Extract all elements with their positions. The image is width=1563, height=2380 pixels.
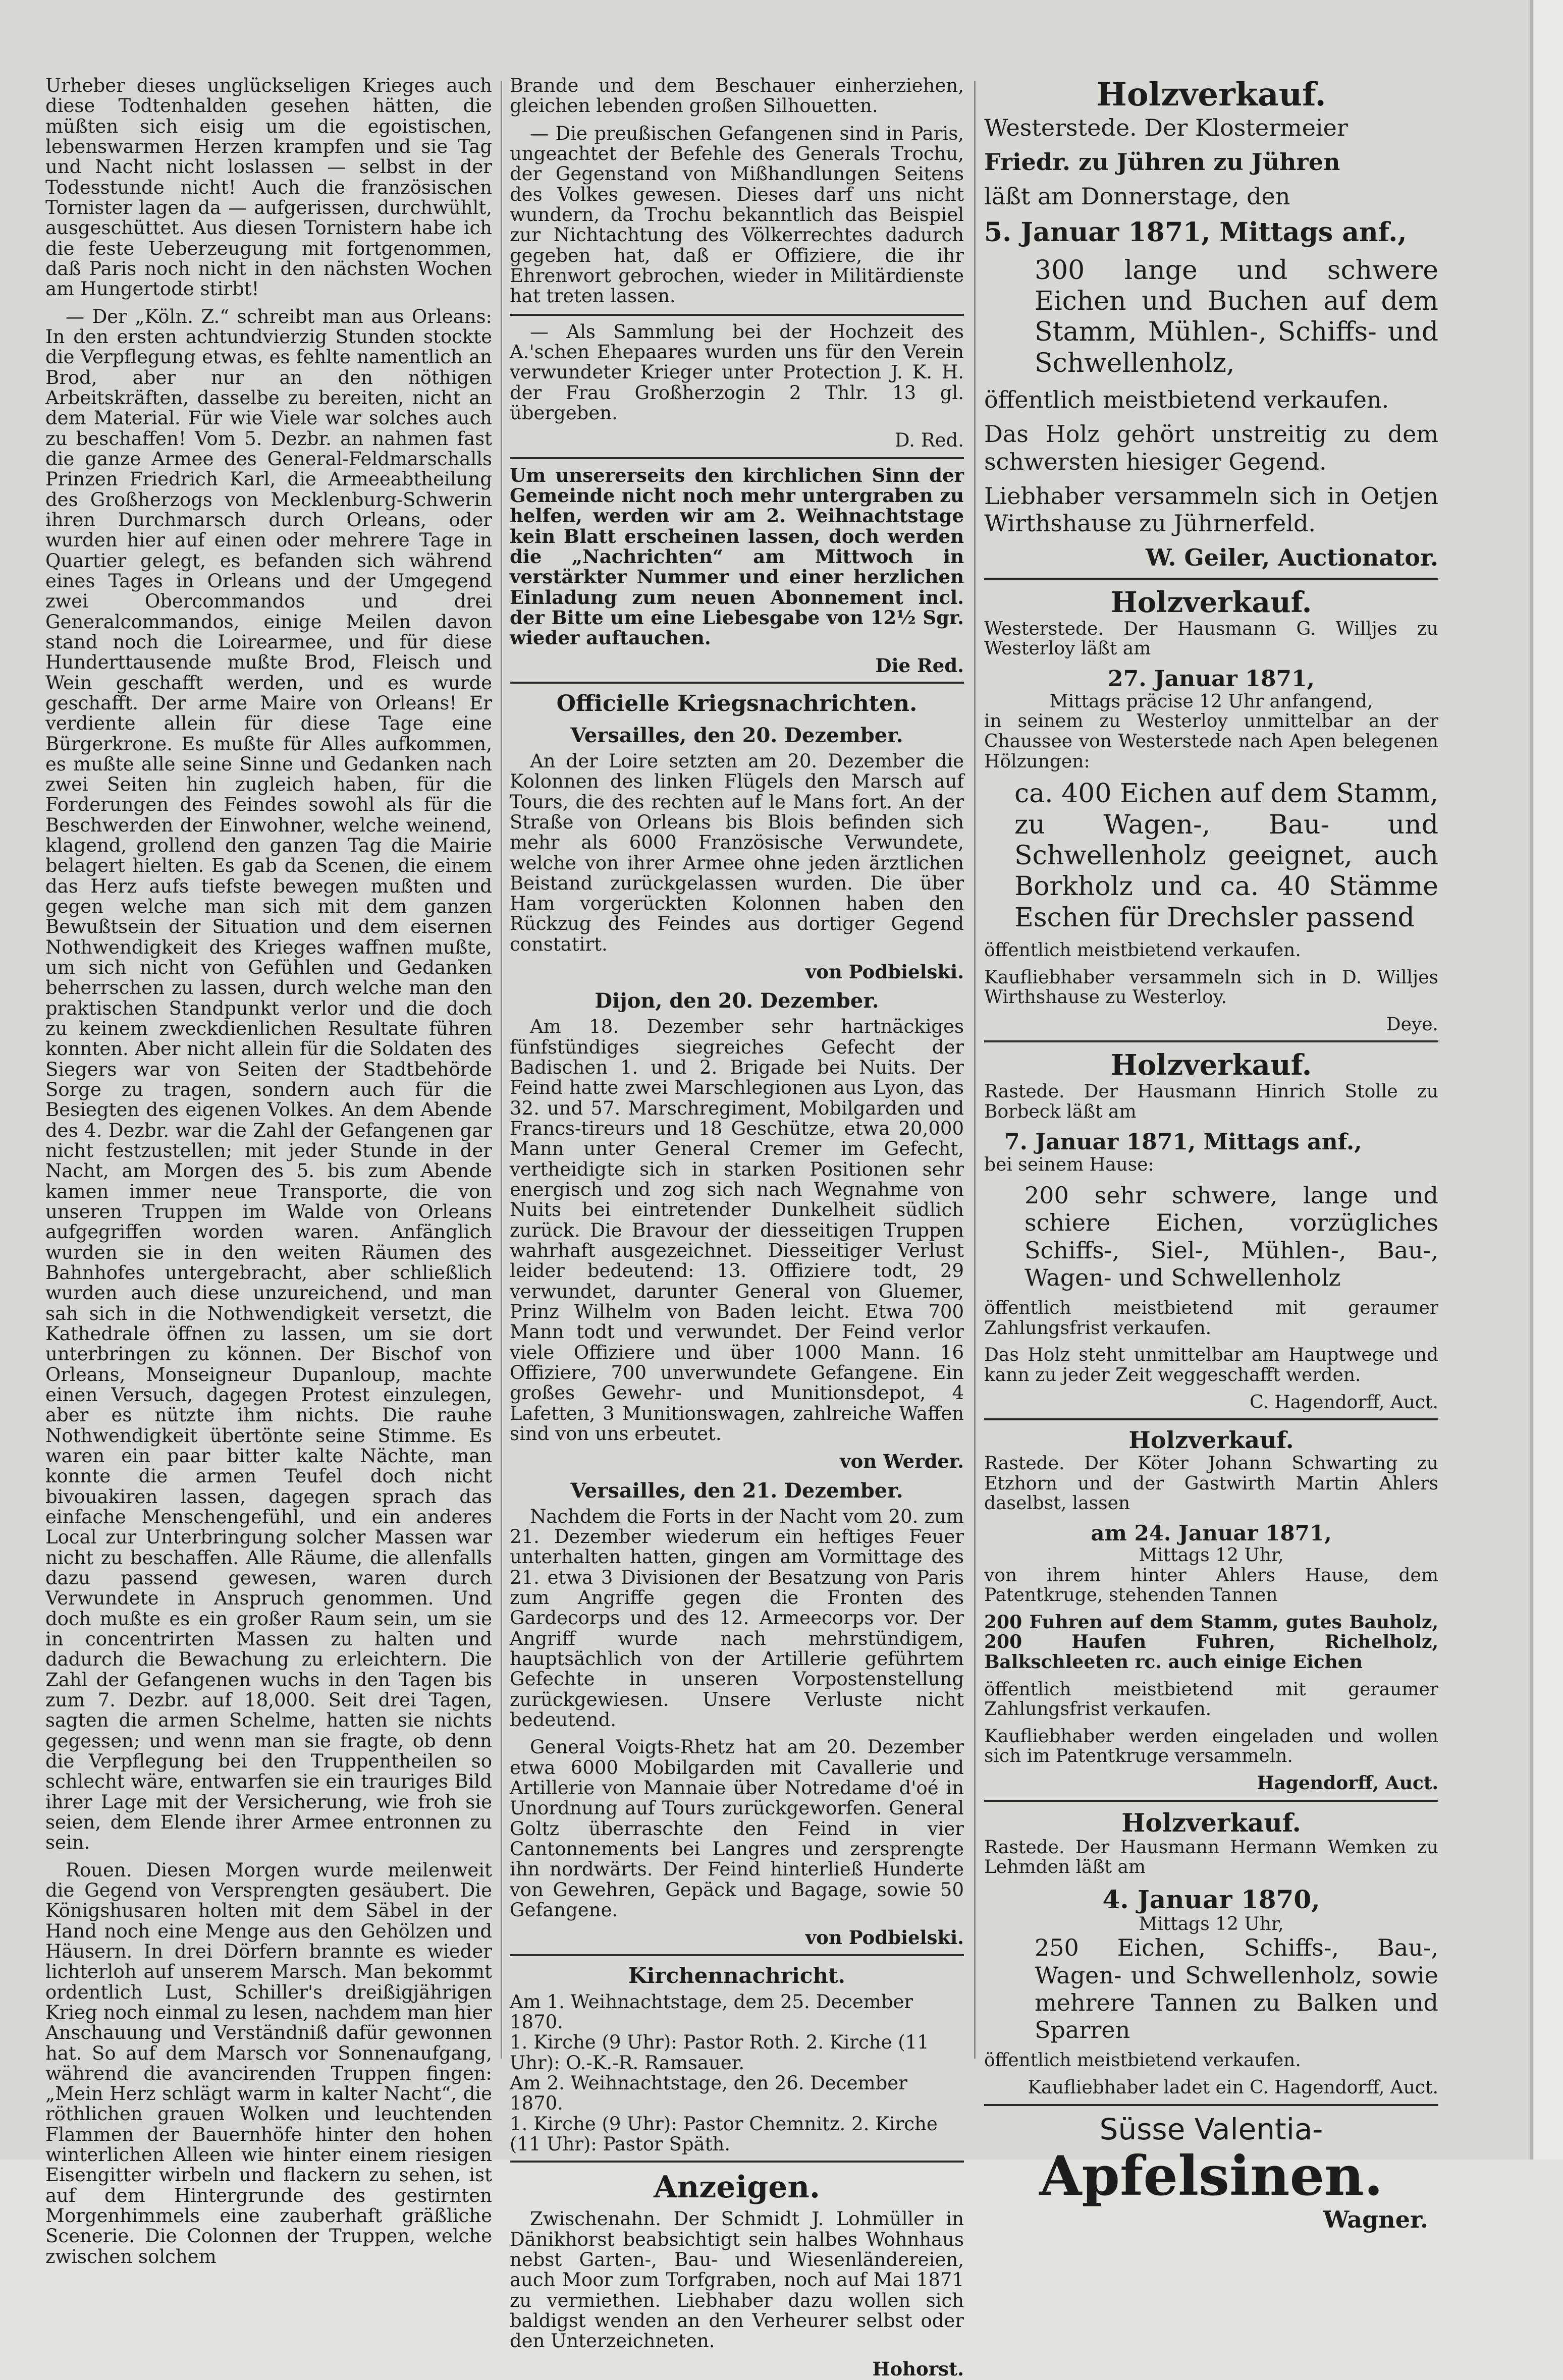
- divider: [984, 1800, 1438, 1802]
- signature: von Werder.: [840, 1450, 964, 1473]
- signature: Hohorst.: [872, 2357, 964, 2380]
- ad-line: Rastede. Der Hausmann Hermann Wemken zu Lehmden läßt am: [984, 1837, 1438, 1878]
- signature: Kaufliebhaber ladet ein C. Hagendorff, Auct.: [1028, 2077, 1438, 2098]
- divider: [510, 457, 964, 459]
- paragraph: Nachdem die Forts in der Nacht vom 20. zum 21. Dezember wiederum ein heftiges Feuer unterhalten hatten, gingen am Vormittage des 21. etwa 3 Divisionen der Besatzung von Paris zum Angriffe gegen die Fronten des Gardecorps und des 12. Armeecorps vor. Der Angriff wurde nach mehrstündigem, hauptsächlich von der Artillerie geführtem Gefechte in unseren Vorpostenstellung zurückgewiesen. Unsere Verluste nicht bedeutend.: [510, 1505, 964, 1731]
- divider: [510, 682, 964, 684]
- ad-line: Liebhaber versammeln sich in Oetjen Wirthshause zu Jührnerfeld.: [984, 482, 1438, 537]
- ad-line: Rastede. Der Hausmann Hinrich Stolle zu Borbeck läßt am: [984, 1081, 1438, 1123]
- paragraph: Am 18. Dezember sehr hartnäckiges fünfstündiges siegreiches Gefecht der Badischen 1. und 2. Brigade bei Nuits. Der Feind hatte zwei Marschlegionen aus Lyon, das 32. und 57. Marschregiment, Mobilgarden und Francs-tireurs und 18 Geschütze, etwa 20,000 Mann unter General Cremer im Gefecht, vertheidigte sich in starken Positionen sehr energisch und zog sich nach Wegnahme von Nuits bei eintretender Dunkelheit südlich zurück. Die Bravour der diesseitigen Truppen wahrhaft ausgezeichnet. Diesseitiger Verlust leider bedeutend: 13. Offiziere todt, 29 verwundet, darunter General von Gluemer, Prinz Wilhelm von Baden leicht. Etwa 700 Mann todt und verwundet. Der Feind verlor viele Offiziere und über 1000 Mann. 16 Offiziere, 700 unverwundete Gefangene. Ein großes Gewehr- und Munitionsdepot, 4 Lafetten, 3 Munitionswagen, zahlreiche Waffen sind von uns erbeutet.: [510, 1016, 964, 1445]
- ad-date: 4. Januar 1870,: [1102, 1884, 1320, 1914]
- column-3: [984, 76, 1438, 2234]
- ad-line: Das Holz steht unmittelbar am Hauptwege und kann zu jeder Zeit weggeschafft werden.: [984, 1345, 1438, 1386]
- divider: [984, 1418, 1438, 1420]
- church-line: Am 2. Weihnachtstage, den 26. December 1870.: [510, 2072, 907, 2115]
- column-divider: [974, 81, 976, 2059]
- paragraph: An der Loire setzten am 20. Dezember die Kolonnen des linken Flügels den Marsch auf Tours, die des rechten auf le Mans fort. An der Straße von Orleans bis Blois befinden sich mehr als 6000 Französische Verwundete, welche von ihrer Armee ohne jeden ärztlichen Beistand zurückgelassen wurden. Die über Ham vorgerückten Kolonnen haben den Rückzug des Feindes aus dortiger Gegend constatirt.: [510, 750, 964, 955]
- paragraph: Urheber dieses unglückseligen Krieges auch diese Todtenhalden gesehen hätten, die müßten sich eisig um die egoistischen, lebenswarmen Herzen krampfen und sie Tag und Nacht nicht loslassen — selbst in der Todesstunde nicht! Auch die französischen Tornister lagen da — aufgerissen, durchwühlt, ausgeschüttet. Aus diesen Tornistern habe ich die feste Ueberzeugung mit fortgenommen, daß Paris noch nicht in den nächsten Wochen am Hungertode stirbt!: [45, 75, 492, 300]
- ad-heading: Holzverkauf.: [1121, 1807, 1301, 1838]
- right-page-edge: [1530, 0, 1563, 2160]
- ad-heading: Holzverkauf.: [1110, 1048, 1312, 1082]
- ad-date: 27. Januar 1871,: [1108, 666, 1315, 692]
- paragraph: Rouen. Diesen Morgen wurde meilenweit die Gegend von Versprengten gesäubert. Die Königshusaren holten mit dem Säbel in der Hand noch eine Menge aus den Gehölzen und Häusern. In drei Dörfern brannte es wieder lichterloh auf unserem Marsch. Man bekommt ordentlich Lust, Schiller's dreißigjährigen Krieg noch einmal zu lesen, nachdem man hier Anschauung und Verständniß dafür gewonnen hat. So auf dem Marsch vor Sonnenaufgang, während die avancirenden Truppen fingen: „Mein Herz schlägt warm in kalter Nacht“, die röthlichen grauen Wolken und leuchtenden Flammen der Bauernhöfe hinter den hohen winterlichen Alleen wie hinter einem riesigen Eisengitter wirbeln und flackern zu sehen, ist auf dem Hintergrunde des gestirnten Morgenhimmels eine zauberhaft gräßliche Scenerie. Die Colonnen der Truppen, welche zwischen solchem: [45, 1859, 492, 2267]
- ad-heading: Holzverkauf.: [1096, 76, 1326, 114]
- church-line: 1. Kirche (9 Uhr): Pastor Chemnitz. 2. Kirche (11 Uhr): Pastor Späth.: [510, 2113, 938, 2155]
- paragraph: Zwischenahn. Der Schmidt J. Lohmüller in Dänikhorst beabsichtigt sein halbes Wohnhaus nebst Garten-, Bau- und Wiesenländereien, auch Moor zum Torfgraben, noch auf Mai 1871 zu vermiethen. Liebhaber dazu wollen sich baldigst wenden an den Verheurer selbst oder den Unterzeichneten.: [510, 2208, 964, 2352]
- ad-date: am 24. Januar 1871,: [1091, 1521, 1332, 1546]
- ad-line: Friedr. zu Jühren zu Jühren: [984, 148, 1340, 176]
- ad-line: Kaufliebhaber werden eingeladen und wollen sich im Patentkruge versammeln.: [984, 1726, 1438, 1767]
- ad-heading: Holzverkauf.: [1128, 1426, 1294, 1454]
- dateline: Versailles, den 20. Dezember.: [570, 723, 903, 747]
- section-heading: Kirchennachricht.: [628, 1963, 846, 1988]
- ad-date: 7. Januar 1871, Mittags anf.,: [1004, 1129, 1362, 1155]
- ad-line: Rastede. Der Köter Johann Schwarting zu Etzhorn und der Gastwirth Martin Ahlers daselbst, lassen: [984, 1453, 1438, 1514]
- divider: [984, 578, 1438, 580]
- ad-heading: Apfelsinen.: [1039, 2144, 1383, 2208]
- signature: C. Hagendorff, Auct.: [1250, 1392, 1438, 1413]
- ad-line: bei seinem Hause:: [984, 1154, 1154, 1175]
- ad-line: öffentlich meistbietend verkaufen.: [984, 2050, 1301, 2071]
- ad-line: von ihrem hinter Ahlers Hause, dem Patentkruge, stehenden Tannen: [984, 1565, 1438, 1606]
- ad-line: in seinem zu Westerloy unmittelbar an der Chaussee von Westerstede nach Apen belegenen Hölzungen:: [984, 711, 1438, 772]
- column-1: [45, 75, 492, 2267]
- paragraph: — Als Sammlung bei der Hochzeit des A.'schen Ehepaares wurden uns für den Verein verwundeter Krieger unter Protection J. K. H. der Frau Großherzogin 2 Thlr. 13 gl. übergeben.: [510, 320, 964, 424]
- paragraph: General Voigts-Rhetz hat am 20. Dezember etwa 6000 Mobilgarden mit Cavallerie und Artillerie von Mannaie über Notredame d'oé in Unordnung auf Tours zurückgeworfen. General Goltz überraschte den Feind in vier Cantonnements bei Langres und zersprengte ihn nordwärts. Der Feind hinterließ Hunderte von Gewehren, Gepäck und Bagage, sowie 50 Gefangene.: [510, 1736, 964, 1921]
- ad-heading: Holzverkauf.: [1110, 585, 1312, 619]
- ad-line: Mittags präcise 12 Uhr anfangend,: [1049, 691, 1373, 712]
- paragraph: — Der „Köln. Z.“ schreibt man aus Orleans: In den ersten achtundvierzig Stunden stockte die Verpflegung etwas, es fehlte namentlich an Brod, aber nur an den nöthigen Arbeitskräften, dasselbe zu bereiten, nicht an dem Material. Für wie Viele war solches auch zu beschaffen! Vom 5. Dezbr. an nahmen fast die ganze Armee des General-Feldmarschalls Prinzen Friedrich Karl, die Armeeabtheilung des Großherzogs von Mecklenburg-Schwerin ihren Durchmarsch durch Orleans, oder wurden hier auf einen oder mehrere Tage in Quartier gelegt, es befanden sich während eines Tages in Orleans und der Umgegend zwei Obercommandos und drei Generalcommandos, einige Meilen davon stand noch die Loirearmee, und für diese Hunderttausende mußte Brod, Fleisch und Wein geschafft werden, und es wurde geschafft. Der arme Maire von Orleans! Er verdiente allein für diese Tage eine Bürgerkrone. Es mußte für Alles aufkommen, es mußte alle seine Sinne und Gedanken nach zwei Seiten hin zugleich haben, für die Forderungen des Feindes sowohl als für die Beschwerden der Einwohner, welche weinend, klagend, grollend den ganzen Tag die Mairie belagert hielten. Es gab da Scenen, die einem das Herz aufs tiefste bewegen mußten und gegen welche man sich mit dem ganzen Bewußtsein der Situation und dem eisernen Nothwendigkeit des Krieges waffnen mußte, um sich nicht von Gefühlen und Gedanken beherrschen zu lassen, durch welche man den praktischen Standpunkt verlor und die doch zu keinem zweckdienlichen Resultate führen konnten. Aber nicht allein für die Soldaten des Siegers war von Seiten der Stadtbehörde Sorge zu tragen, sondern auch für die Besiegten des eigenen Volkes. An dem Abende des 4. Dezbr. war die Zahl der Gefangenen gar nicht festzustellen; mit jeder Stunde in der Nacht, am Morgen des 5. bis zum Abende kamen immer neue Transporte, die von unseren Truppen im Walde von Orleans aufgegriffen worden waren. Anfänglich wurden sie in den weiten Räumen des Bahnhofes untergebracht, aber schließlich wurden auch diese unzureichend, und man sah sich in die Nothwendigkeit versetzt, die Kathedrale öffnen zu lassen, um sie dort unterbringen zu können. Der Bischof von Orleans, Monseigneur Dupanloup, machte einen Versuch, dagegen Protest einzulegen, aber es nützte ihm nichts. Die rauhe Nothwendigkeit übertönte seine Stimme. Es waren ein paar bitter kalte Nächte, man konnte die armen Teufel doch nicht bivouakiren lassen, dagegen sprach das einfache Menschengefühl, und ein anderes Local zur Unterbringung solcher Massen war nicht zu beschaffen. Alle Räume, die allenfalls dazu passend gewesen, waren durch Verwundete in Anspruch genommen. Und doch mußte es ein großer Raum sein, um sie in concentrirten Massen zu halten und dadurch die Bewachung zu erleichtern. Die Zahl der Gefangenen wuchs in den Tagen bis zum 7. Dezbr. auf 18,000. Seit drei Tagen, sagten die armen Schelme, hatten sie nichts gegessen; und wenn man sie fragte, ob denn die Verpflegung bei den Truppentheilen so schlecht wäre, entwarfen sie ein trauriges Bild ihrer Lage mit der Versicherung, wie froh sie seien, dem Elende ihrer Armee entronnen zu sein.: [45, 305, 492, 1854]
- divider: [984, 1040, 1438, 1042]
- ad-line: öffentlich meistbietend mit geraumer Zahlungsfrist verkaufen.: [984, 1298, 1438, 1339]
- signature: Die Red.: [875, 654, 964, 677]
- signature: Hagendorff, Auct.: [1257, 1772, 1438, 1794]
- divider: [510, 2161, 964, 2163]
- signature: Deye.: [1386, 1014, 1438, 1035]
- dateline: Dijon, den 20. Dezember.: [595, 989, 879, 1013]
- ad-line: öffentlich meistbietend mit geraumer Zahlungsfrist verkaufen.: [984, 1679, 1438, 1720]
- ad-line: läßt am Donnerstage, den: [984, 183, 1290, 210]
- column-2: [510, 75, 964, 2380]
- section-heading: Anzeigen.: [654, 2170, 820, 2205]
- ad-line: Süsse Valentia-: [1099, 2112, 1323, 2146]
- signature: W. Geiler, Auctionator.: [1146, 544, 1438, 572]
- ad-line: 250 Eichen, Schiffs-, Bau-, Wagen- und Schwellenholz, sowie mehrere Tannen zu Balken und Sparren: [1035, 1934, 1438, 2044]
- church-line: 1. Kirche (9 Uhr): Pastor Roth. 2. Kirche (11 Uhr): O.-K.-R. Ramsauer.: [510, 2031, 929, 2074]
- paragraph: — Die preußischen Gefangenen sind in Paris, ungeachtet der Befehle des Generals Trochu, der Gegenstand von Mißhandlungen Seitens des Volkes gewesen. Dieses darf uns nicht wundern, da Trochu bekanntlich das Beispiel zur Nichtachtung des Völkerrechtes dadurch gegeben hat, daß er Offiziere, die ihr Ehrenwort gebrochen, wieder in Militärdienste hat treten lassen.: [510, 122, 964, 307]
- dateline: Versailles, den 21. Dezember.: [570, 1478, 903, 1503]
- church-line: Am 1. Weihnachtstage, dem 25. December 1870.: [510, 1990, 913, 2033]
- ad-line: Westerstede. Der Klostermeier: [984, 114, 1348, 141]
- ad-line: Kaufliebhaber versammeln sich in D. Willjes Wirthshause zu Westerloy.: [984, 967, 1438, 1008]
- ad-line: ca. 400 Eichen auf dem Stamm, zu Wagen-, Bau- und Schwellenholz geeignet, auch Borkholz und ca. 40 Stämme Eschen für Drechsler passend: [1014, 779, 1438, 933]
- paragraph: Brande und dem Beschauer einherziehen, gleichen lebenden großen Silhouetten.: [510, 75, 964, 117]
- notice: Um unsererseits den kirchlichen Sinn der Gemeinde nicht noch mehr untergraben zu helfen, werden wir am 2. Weihnachtstage kein Blatt erscheinen lassen, doch werden die „Nachrichten“ am Mittwoch in verstärkter Nummer und einer herzlichen Einladung zum neuen Abonnement incl. der Bitte um eine Liebesgabe von 12½ Sgr. wieder auftauchen.: [510, 464, 964, 649]
- signature: von Podbielski.: [805, 1926, 964, 1949]
- column-divider: [501, 81, 502, 2059]
- ad-line: Westerstede. Der Hausmann G. Willjes zu Westerloy läßt am: [984, 618, 1438, 659]
- signature: D. Red.: [894, 429, 964, 452]
- section-heading: Officielle Kriegsnachrichten.: [556, 690, 918, 716]
- ad-line: Das Holz gehört unstreitig zu dem schwersten hiesiger Gegend.: [984, 420, 1438, 475]
- divider: [984, 2104, 1438, 2106]
- ad-line: öffentlich meistbietend verkaufen.: [984, 940, 1301, 961]
- signature: von Podbielski.: [805, 961, 964, 983]
- signature: Wagner.: [1323, 2206, 1428, 2234]
- divider: [510, 314, 964, 316]
- ad-line: Mittags 12 Uhr,: [1139, 1545, 1284, 1566]
- divider: [510, 1954, 964, 1956]
- ad-line: öffentlich meistbietend verkaufen.: [984, 386, 1389, 414]
- ad-line: 200 Fuhren auf dem Stamm, gutes Bauholz, 200 Haufen Fuhren, Richelholz, Balkschleeten rc. auch einige Eichen: [984, 1611, 1438, 1673]
- ad-line: 300 lange und schwere Eichen und Buchen auf dem Stamm, Mühlen-, Schiffs- und Schwellenholz,: [1035, 255, 1438, 378]
- ad-date: 5. Januar 1871, Mittags anf.,: [984, 217, 1407, 248]
- ad-line: Mittags 12 Uhr,: [1139, 1913, 1284, 1934]
- ad-line: 200 sehr schwere, lange und schiere Eichen, vorzügliches Schiffs-, Siel-, Mühlen-, Bau-, Wagen- und Schwellenholz: [1025, 1182, 1438, 1292]
